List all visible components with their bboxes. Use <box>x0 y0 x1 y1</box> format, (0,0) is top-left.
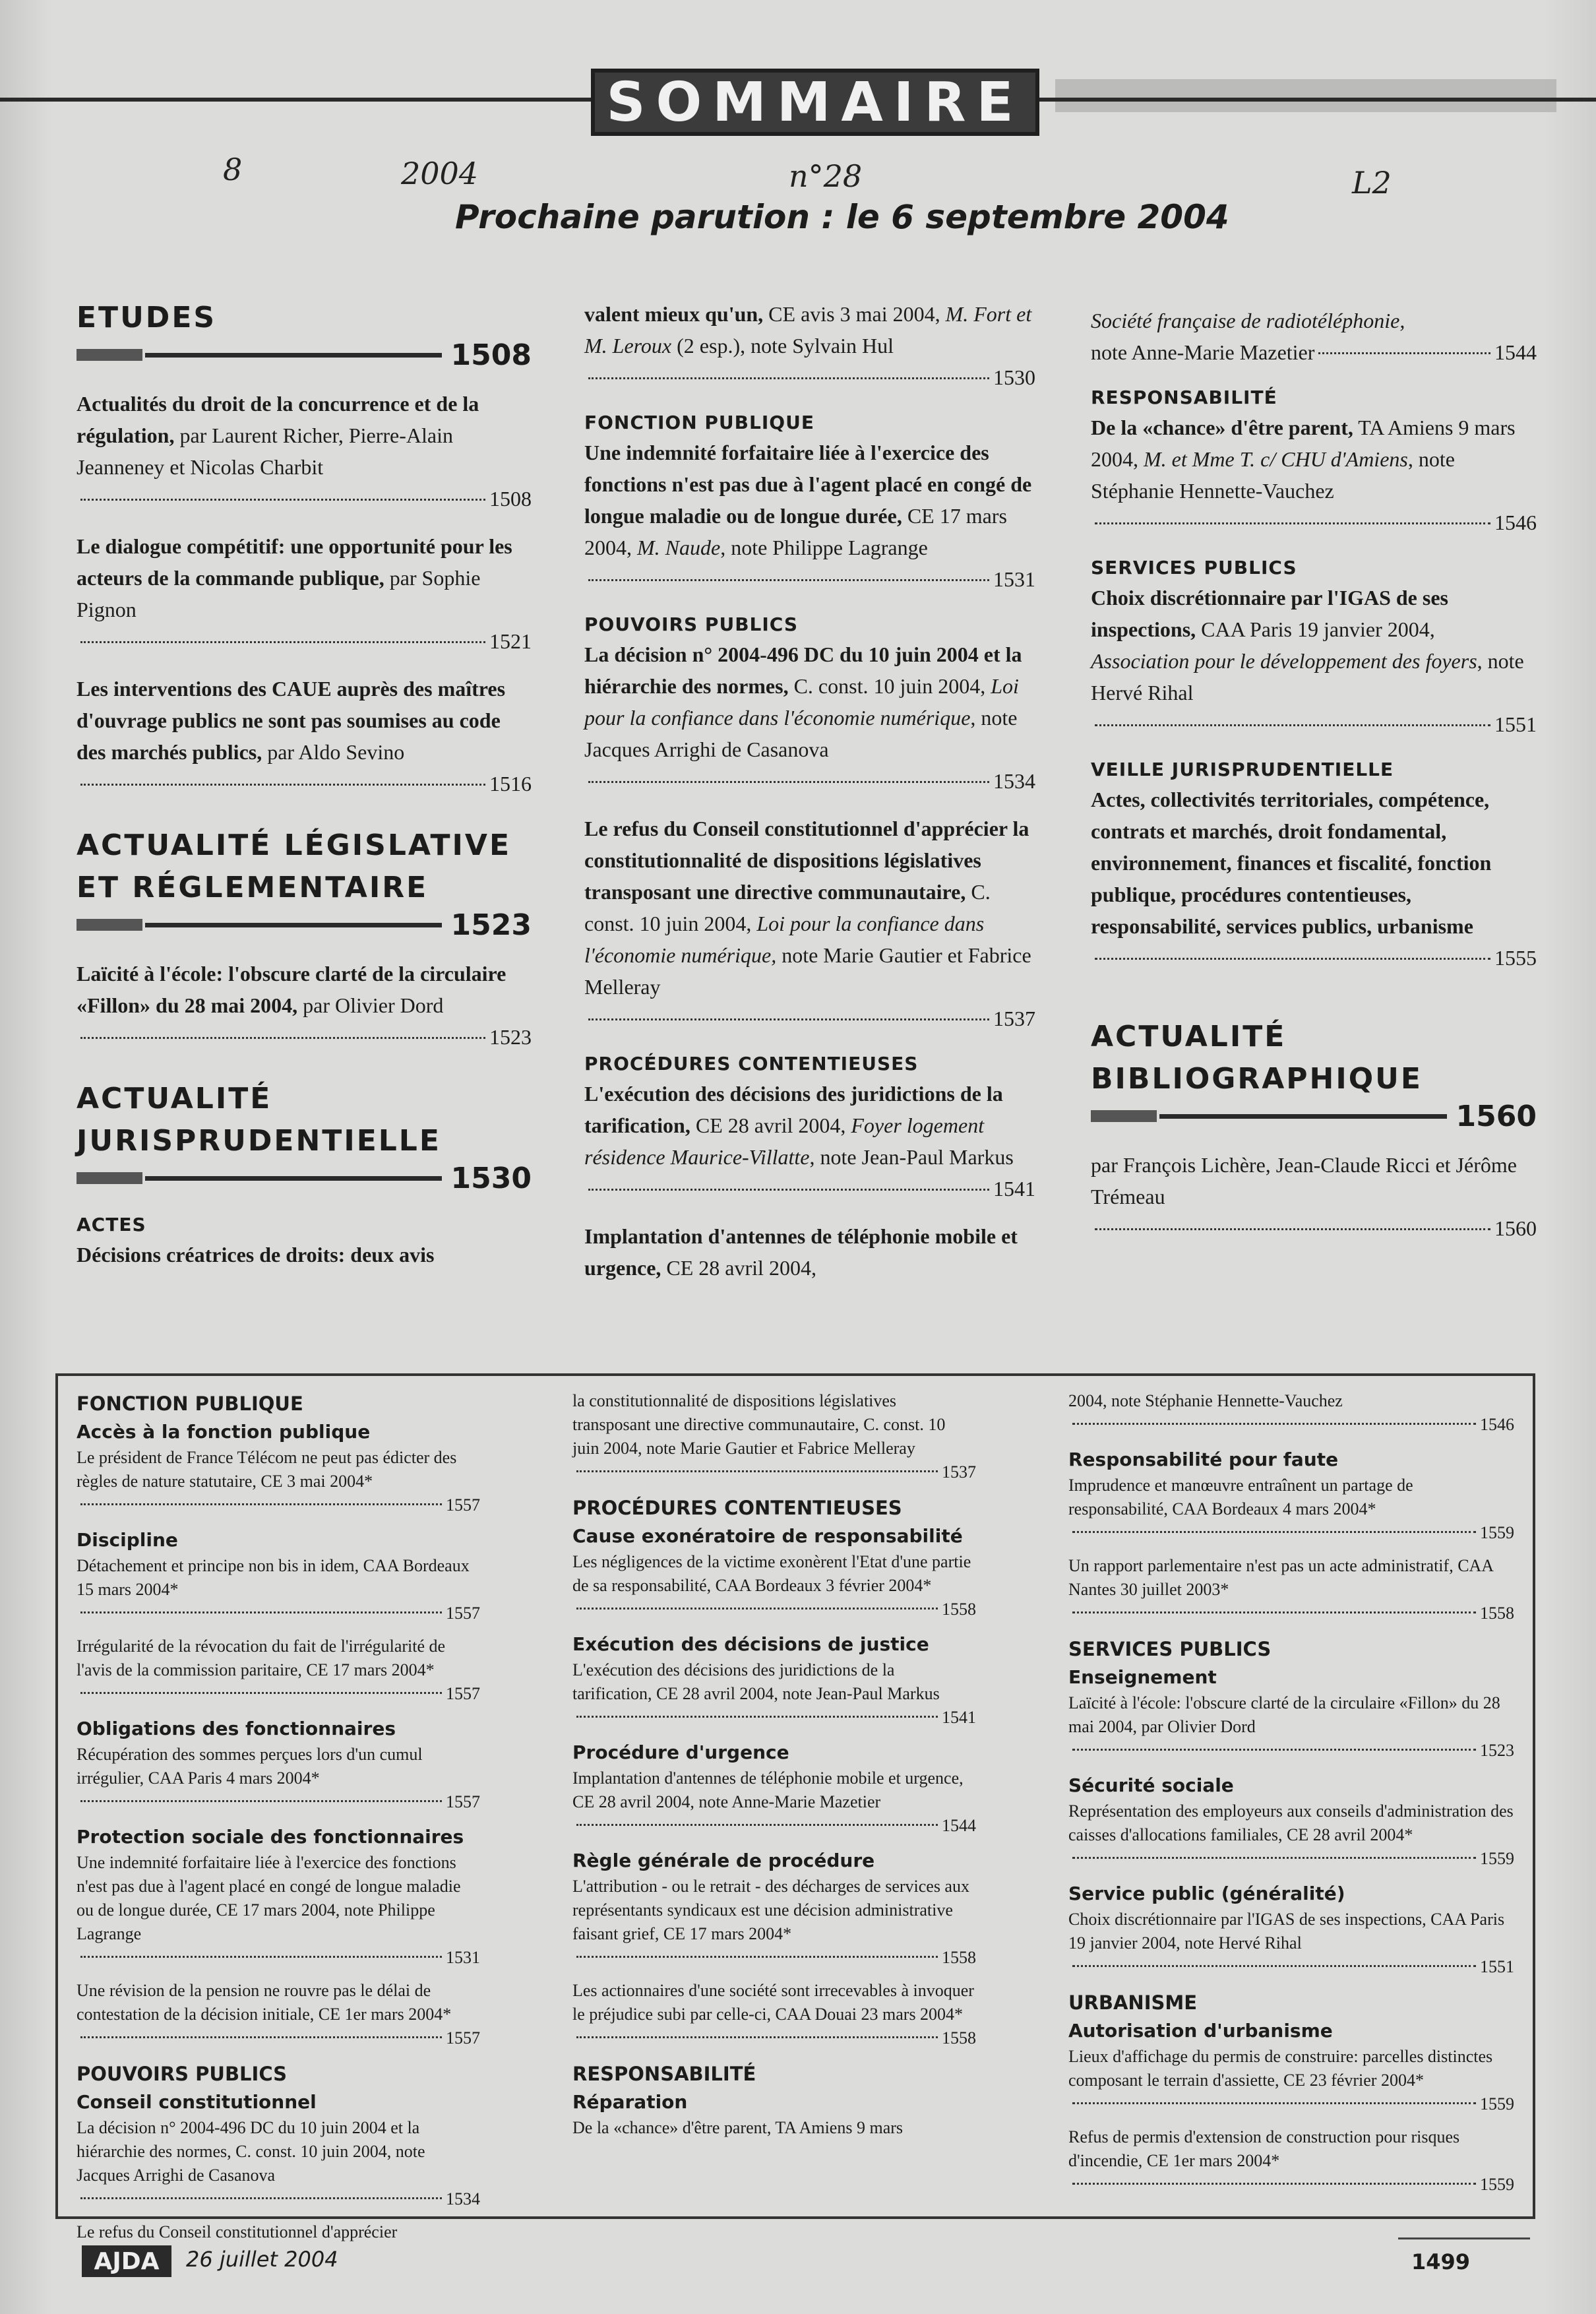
index-column-1 <box>77 1389 480 2253</box>
index-entry[interactable]: Une révision de la pension ne rouvre pas le délai de contestation de la décision initiale, CE 1er mars 2004* 1557 <box>77 1981 480 2048</box>
index-subheading: Réparation <box>572 2091 688 2113</box>
toc-entry[interactable]: Actualités du droit de la concurrence et de la régulation, par Laurent Richer, Pierre-Alain Jeanneney et Nicolas Charbit 1508 <box>77 392 532 511</box>
toc-entry[interactable]: La décision n° 2004-496 DC du 10 juin 2004 et la hiérarchie des normes, C. const. 10 juin 2004, Loi pour la confiance dans l'économie numérique, note Jacques Arrighi de Casanova 1534 <box>584 642 1035 793</box>
index-subheading: Exécution des décisions de justice <box>572 1633 929 1655</box>
section-rule <box>1091 1099 1537 1133</box>
column-3 <box>1091 305 1537 1260</box>
handwritten-note: 8 <box>223 152 243 187</box>
index-entry[interactable]: Laïcité à l'école: l'obscure clarté de la circulaire «Fillon» du 28 mai 2004, par Olivier Dord 1523 <box>1068 1693 1514 1760</box>
index-entry[interactable]: Imprudence et manœuvre entraînent un partage de responsabilité, CAA Bordeaux 4 mars 2004* 1559 <box>1068 1476 1514 1542</box>
toc-entry[interactable]: Choix discrétionnaire par l'IGAS de ses inspections, CAA Paris 19 janvier 2004, Association pour le développement des foyers, note Hervé Rihal 1551 <box>1091 586 1537 736</box>
index-entry[interactable]: Implantation d'antennes de téléphonie mobile et urgence, CE 28 avril 2004, note Anne-Marie Mazetier 1544 <box>572 1768 976 1835</box>
toc-entry[interactable]: valent mieux qu'un, CE avis 3 mai 2004, M. Fort et M. Leroux (2 esp.), note Sylvain Hul 1530 <box>584 302 1035 389</box>
index-subheading: Cause exonératoire de responsabilité <box>572 1525 963 1547</box>
next-issue-notice: Prochaine parution : le 6 septembre 2004 <box>455 198 1229 236</box>
issue-date: 26 juillet 2004 <box>186 2247 338 2272</box>
section-page: 1508 <box>450 338 532 372</box>
index-entry[interactable]: Refus de permis d'extension de construction pour risques d'incendie, CE 1er mars 2004* 1559 <box>1068 2127 1514 2194</box>
index-entry[interactable]: Lieux d'affichage du permis de construire: parcelles distinctes composant le terrain d'assiette, CE 23 février 2004* 1559 <box>1068 2047 1514 2113</box>
index-heading: PROCÉDURES CONTENTIEUSES <box>572 1497 902 1519</box>
index-subheading: Sécurité sociale <box>1068 1774 1234 1796</box>
toc-entry[interactable]: Le dialogue compétitif: une opportunité pour les acteurs de la commande publique, par Sophie Pignon 1521 <box>77 534 532 653</box>
section-rule <box>77 338 532 372</box>
subsection-label: ACTES <box>77 1214 146 1235</box>
index-column-3 <box>1068 1389 1514 2206</box>
section-rule <box>77 908 532 942</box>
index-entry[interactable]: Représentation des employeurs aux conseils d'administration des caisses d'allocations familiales, CE 28 avril 2004* 1559 <box>1068 1801 1514 1868</box>
index-heading: POUVOIRS PUBLICS <box>77 2063 288 2085</box>
subsection-label: PROCÉDURES CONTENTIEUSES <box>584 1053 919 1075</box>
column-2 <box>584 298 1035 1299</box>
section-title-etudes: ETUDES <box>77 301 217 334</box>
index-subheading: Conseil constitutionnel <box>77 2091 317 2113</box>
toc-entry[interactable]: Les interventions des CAUE auprès des maîtres d'ouvrage publics ne sont pas soumises au code des marchés publics, par Aldo Sevino 1516 <box>77 677 532 796</box>
index-subheading: Responsabilité pour faute <box>1068 1449 1339 1470</box>
toc-entry[interactable]: Une indemnité forfaitaire liée à l'exercice des fonctions n'est pas due à l'agent placé en congé de longue maladie ou de longue durée, CE 17 mars 2004, M. Naude, note Philippe Lagrange 1531 <box>584 441 1035 591</box>
index-entry[interactable]: De la «chance» d'être parent, TA Amiens 9 mars <box>572 2118 904 2137</box>
index-column-2 <box>572 1389 976 2149</box>
index-entry[interactable]: L'exécution des décisions des juridictions de la tarification, CE 28 avril 2004, note Jean-Paul Markus 1541 <box>572 1660 976 1727</box>
index-subheading: Enseignement <box>1068 1666 1217 1688</box>
index-entry[interactable]: Une indemnité forfaitaire liée à l'exercice des fonctions n'est pas due à l'agent placé en congé de longue maladie ou de longue durée, CE 17 mars 2004, note Philippe Lagrange 1531 <box>77 1853 480 1967</box>
index-entry[interactable]: La décision n° 2004-496 DC du 10 juin 2004 et la hiérarchie des normes, C. const. 10 juin 2004, note Jacques Arrighi de Casanova 1534 <box>77 2118 480 2208</box>
subsection-label: VEILLE JURISPRUDENTIELLE <box>1091 759 1394 780</box>
index-heading: SERVICES PUBLICS <box>1068 1638 1272 1660</box>
ajda-logo: AJDA <box>82 2245 171 2277</box>
index-entry[interactable]: L'attribution - ou le retrait - des décharges de services aux représentants syndicaux est une décision administrative faisant grief, CE 17 mars 2004* 1558 <box>572 1877 976 1967</box>
index-subheading: Règle générale de procédure <box>572 1850 875 1871</box>
section-rule <box>77 1161 532 1195</box>
index-entry[interactable]: Récupération des sommes perçues lors d'un cumul irrégulier, CAA Paris 4 mars 2004* 1557 <box>77 1745 480 1811</box>
footer-rule <box>1398 2237 1530 2239</box>
toc-entry[interactable]: Implantation d'antennes de téléphonie mobile et urgence, CE 28 avril 2004, <box>584 1224 1018 1280</box>
toc-entry[interactable]: Décisions créatrices de droits: deux avis <box>77 1243 435 1266</box>
toc-entry[interactable]: Société française de radiotéléphonie, note Anne-Marie Mazetier 1544 <box>1091 309 1537 364</box>
handwritten-note: 2004 <box>401 156 479 191</box>
column-1 <box>77 297 532 1286</box>
section-page: 1560 <box>1456 1099 1537 1133</box>
section-page: 1523 <box>450 908 532 942</box>
section-title-juris: ACTUALITÉ JURISPRUDENTIELLE <box>77 1082 441 1158</box>
index-entry[interactable]: Les actionnaires d'une société sont irrecevables à invoquer le préjudice subi par celle-ci, CAA Douai 23 mars 2004* 1558 <box>572 1981 976 2048</box>
subsection-label: POUVOIRS PUBLICS <box>584 613 799 635</box>
toc-entry[interactable]: Laïcité à l'école: l'obscure clarté de la circulaire «Fillon» du 28 mai 2004, par Olivier Dord 1523 <box>77 962 532 1049</box>
index-subheading: Obligations des fonctionnaires <box>77 1718 396 1739</box>
index-entry[interactable]: Un rapport parlementaire n'est pas un acte administratif, CAA Nantes 30 juillet 2003* 1558 <box>1068 1556 1514 1623</box>
toc-entry[interactable]: Le refus du Conseil constitutionnel d'apprécier la constitutionnalité de dispositions législatives transposant une directive communautaire, C. const. 10 juin 2004, Loi pour la confiance dans l'économie numérique, note Marie Gautier et Fabrice Melleray 1537 <box>584 817 1035 1030</box>
subsection-label: SERVICES PUBLICS <box>1091 557 1297 578</box>
section-page: 1530 <box>450 1161 532 1195</box>
subsection-label: RESPONSABILITÉ <box>1091 387 1277 408</box>
header-shade <box>1055 79 1556 112</box>
index-heading: FONCTION PUBLIQUE <box>77 1392 303 1415</box>
header-banner <box>591 69 1039 136</box>
index-entry[interactable]: 2004, note Stéphanie Hennette-Vauchez 1546 <box>1068 1391 1514 1434</box>
index-subheading: Autorisation d'urbanisme <box>1068 2020 1333 2042</box>
toc-entry[interactable]: L'exécution des décisions des juridictions de la tarification, CE 28 avril 2004, Foyer logement résidence Maurice-Villatte, note Jean-Paul Markus 1541 <box>584 1082 1035 1201</box>
index-subheading: Discipline <box>77 1529 178 1551</box>
toc-entry[interactable]: Actes, collectivités territoriales, compétence, contrats et marchés, droit fondamental, environnement, finances et fiscalité, fonction publique, procédures contentieuses, responsabilité, services publics, urbanisme 1555 <box>1091 788 1537 970</box>
index-entry[interactable]: Choix discrétionnaire par l'IGAS de ses inspections, CAA Paris 19 janvier 2004, note Hervé Rihal 1551 <box>1068 1910 1514 1976</box>
section-title-legislative: ACTUALITÉ LÉGISLATIVE ET RÉGLEMENTAIRE <box>77 829 512 904</box>
subsection-label: FONCTION PUBLIQUE <box>584 412 814 433</box>
page-number: 1499 <box>1411 2249 1471 2274</box>
index-entry[interactable]: Le président de France Télécom ne peut pas édicter des règles de nature statutaire, CE 3 mai 2004* 1557 <box>77 1448 480 1515</box>
index-entry[interactable]: Détachement et principe non bis in idem, CAA Bordeaux 15 mars 2004* 1557 <box>77 1556 480 1623</box>
index-entry[interactable]: Irrégularité de la révocation du fait de l'irrégularité de l'avis de la commission paritaire, CE 17 mars 2004* 1557 <box>77 1637 480 1703</box>
toc-entry[interactable]: par François Lichère, Jean-Claude Ricci et Jérôme Trémeau 1560 <box>1091 1153 1537 1240</box>
index-entry[interactable]: Les négligences de la victime exonèrent l'Etat d'une partie de sa responsabilité, CAA Bordeaux 3 février 2004* 1558 <box>572 1552 976 1619</box>
index-subheading: Accès à la fonction publique <box>77 1421 371 1443</box>
index-heading: RESPONSABILITÉ <box>572 2063 756 2085</box>
header-title: SOMMAIRE <box>606 71 1024 134</box>
index-subheading: Service public (généralité) <box>1068 1883 1345 1904</box>
toc-entry[interactable]: De la «chance» d'être parent, TA Amiens 9 mars 2004, M. et Mme T. c/ CHU d'Amiens, note Stéphanie Hennette-Vauchez 1546 <box>1091 416 1537 534</box>
index-subheading: Procédure d'urgence <box>572 1741 789 1763</box>
index-subheading: Protection sociale des fonctionnaires <box>77 1826 464 1848</box>
index-entry[interactable]: Le refus du Conseil constitutionnel d'apprécier <box>77 2222 398 2241</box>
index-entry[interactable]: la constitutionnalité de dispositions législatives transposant une directive communautaire, C. const. 10 juin 2004, note Marie Gautier et Fabrice Melleray 1537 <box>572 1391 976 1482</box>
handwritten-note: n°28 <box>789 158 863 194</box>
section-title-bibliographique: ACTUALITÉ BIBLIOGRAPHIQUE <box>1091 1020 1423 1096</box>
index-heading: URBANISME <box>1068 1991 1198 2014</box>
handwritten-note: L2 <box>1352 165 1392 201</box>
